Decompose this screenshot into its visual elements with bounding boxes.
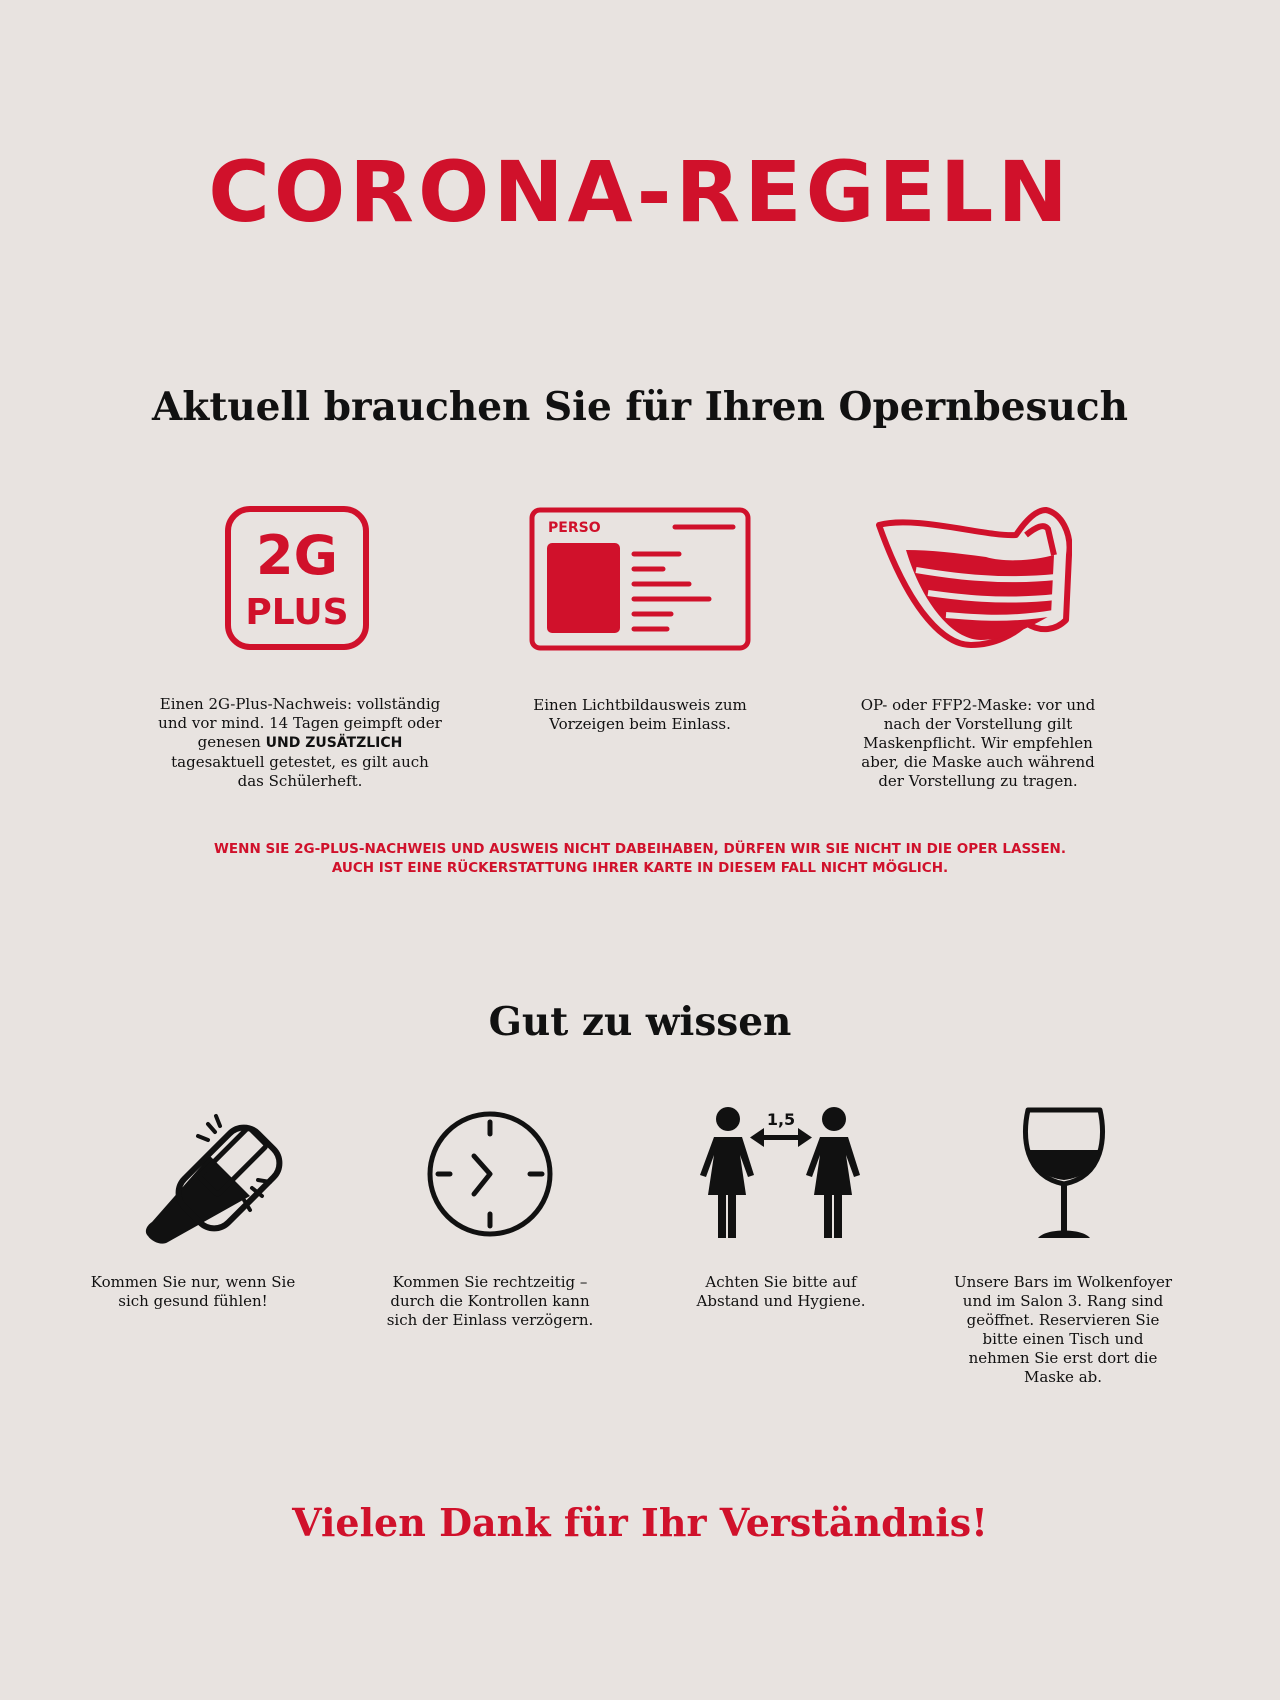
plus-label: PLUS <box>245 592 349 633</box>
tip-caption-distance: Achten Sie bitte auf Abstand und Hygiene. <box>696 1273 866 1310</box>
clock-icon <box>426 1110 554 1238</box>
distance-label: 1,5 <box>766 1110 796 1129</box>
tip-caption-time: Kommen Sie rechtzeitig – durch die Kontrollen kann sich der Einlass verzögern. <box>386 1273 594 1329</box>
face-mask-icon <box>876 505 1072 651</box>
requirement-caption-2g <box>158 695 442 791</box>
2g-label: 2G <box>256 524 338 587</box>
perso-label: PERSO <box>548 520 601 536</box>
distance-icon <box>696 1105 866 1240</box>
tip-caption-health: Kommen Sie nur, wenn Sie sich gesund fühlen! <box>90 1273 296 1310</box>
caption-emphasis: UND ZUSÄTZLICH <box>265 735 403 751</box>
requirement-caption-mask: OP- oder FFP2-Maske: vor und nach der Vorstellung gilt Maskenpflicht. Wir empfehlen aber, die Maske auch während der Vorstellung zu tragen. <box>860 696 1096 790</box>
thermometer-icon <box>140 1096 295 1246</box>
closing-message: Vielen Dank für Ihr Verständnis! <box>292 1500 988 1545</box>
page-title: CORONA-REGELN <box>208 143 1072 241</box>
warning-line: AUCH IST EINE RÜCKERSTATTUNG IHRER KARTE IN DIESEM FALL NICHT MÖGLICH. <box>331 860 949 876</box>
tip-caption-bars: Unsere Bars im Wolkenfoyer und im Salon 3. Rang sind geöffnet. Reservieren Sie bitte einen Tisch und nehmen Sie erst dort die Maske ab. <box>953 1273 1173 1386</box>
2g-plus-icon <box>225 506 369 650</box>
requirement-caption-id: Einen Lichtbildausweis zum Vorzeigen beim Einlass. <box>533 696 747 733</box>
good-to-know-heading: Gut zu wissen <box>488 999 792 1045</box>
caption-text: Einen 2G-Plus-Nachweis: vollständig und vor mind. 14 Tagen geimpft oder genesen <box>158 695 442 751</box>
warning-line: WENN SIE 2G-PLUS-NACHWEIS UND AUSWEIS NICHT DABEIHABEN, DÜRFEN WIR SIE NICHT IN DIE OPER LASSEN. <box>214 841 1066 857</box>
requirements-heading: Aktuell brauchen Sie für Ihren Opernbesuch <box>152 384 1128 430</box>
wine-glass-icon <box>1022 1106 1106 1242</box>
caption-text: tagesaktuell getestet, es gilt auch das Schülerheft. <box>171 753 429 790</box>
warning-notice <box>0 840 1280 878</box>
id-card-icon <box>529 507 751 651</box>
